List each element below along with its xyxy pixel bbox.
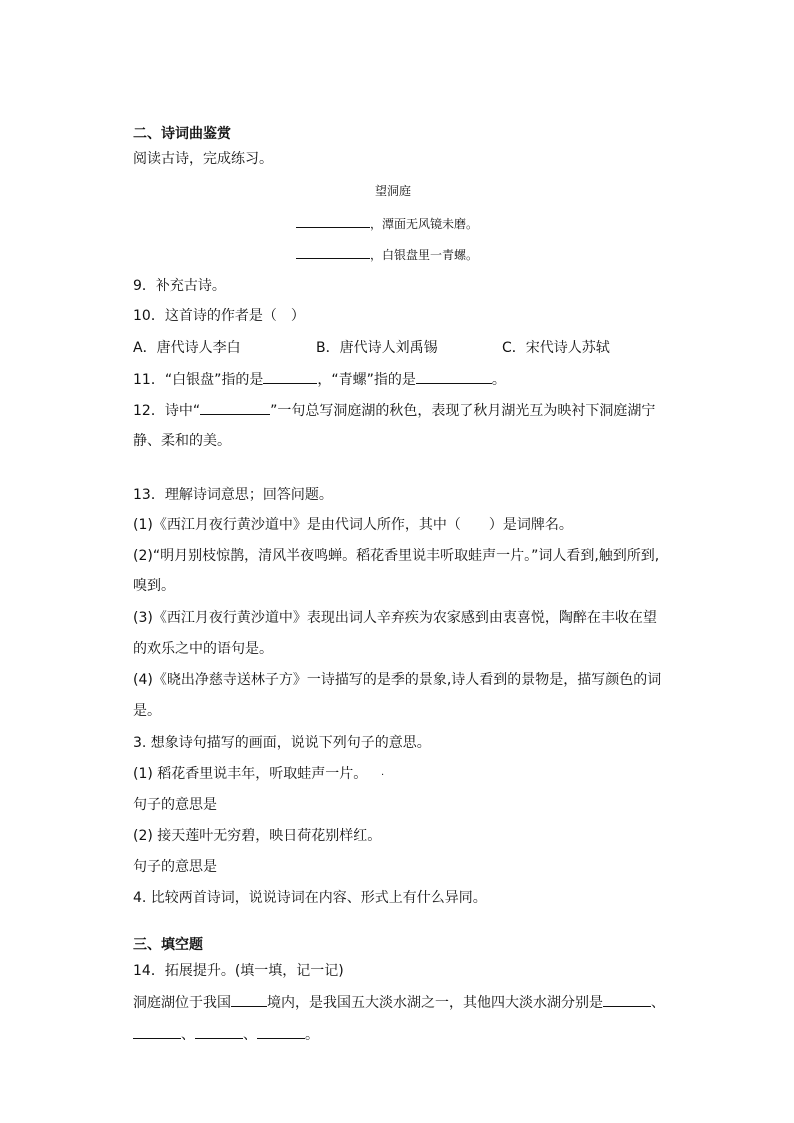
question-10: 10．这首诗的作者是（ ） (133, 308, 305, 324)
q10-option-a[interactable]: A．唐代诗人李白 (133, 340, 241, 356)
q13-sub-1: (1)《西江月夜行黄沙道中》是由代词人所作，其中（ ）是词牌名。 (133, 517, 573, 533)
question-11 (133, 370, 506, 389)
q12-text-2: ”一句总写洞庭湖的秋色，表现了秋月湖光互为映衬下洞庭湖宁 (270, 403, 656, 419)
q14-blank-lake-1[interactable] (603, 993, 651, 1007)
q10-option-b[interactable]: B．唐代诗人刘禹锡 (316, 340, 438, 356)
poem-blank-1[interactable] (296, 214, 370, 228)
q14-blank-lake-4[interactable] (257, 1025, 305, 1039)
q11-text-2: ，“青螺”指的是 (317, 372, 416, 388)
q12-blank[interactable] (200, 401, 270, 415)
q14-blank-lake-3[interactable] (195, 1025, 243, 1039)
q11-text-3: 。 (491, 372, 506, 388)
section-intro: 阅读古诗，完成练习。 (133, 151, 273, 167)
question-12-cont: 静、柔和的美。 (133, 433, 231, 449)
question-3: 3. 想象诗句描写的画面，说说下列句子的意思。 (133, 735, 431, 751)
question-12 (133, 401, 655, 420)
poem-blank-2[interactable] (296, 245, 370, 259)
q14-line-1 (133, 993, 665, 1012)
q12-text-1: 12．诗中“ (133, 403, 201, 419)
q13-sub-4: (4)《晓出净慈寺送林子方》一诗描写的是季的景象,诗人看到的景物是，描写颜色的词 (133, 672, 662, 688)
q3-sub-2: (2) 接天莲叶无穷碧，映日荷花别样红。 (133, 828, 382, 844)
poem-title: 望洞庭 (375, 184, 412, 198)
q14-text-2: 境内，是我国五大淡水湖之一，其他四大淡水湖分别是 (267, 995, 603, 1011)
q14-text-1: 洞庭湖位于我国 (133, 995, 231, 1011)
q13-sub-4-cont: 是。 (133, 703, 161, 719)
question-14: 14．拓展提升。(填一填，记一记) (133, 963, 344, 979)
poem-line-1 (296, 214, 478, 232)
stray-dot: . (381, 767, 385, 778)
q11-blank-2[interactable] (416, 370, 492, 384)
section-heading-poetry: 二、诗词曲鉴赏 (133, 126, 231, 142)
question-9: 9．补充古诗。 (133, 278, 226, 294)
q13-sub-2-cont: 嗅到。 (133, 578, 175, 594)
q11-text-1: 11．“白银盘”指的是 (133, 372, 264, 388)
q14-blank-lake-2[interactable] (133, 1025, 181, 1039)
question-4: 4. 比较两首诗词，说说诗词在内容、形式上有什么异同。 (133, 890, 487, 906)
poem-line-2 (296, 245, 478, 263)
q14-line-2 (133, 1025, 319, 1044)
q3-meaning-1: 句子的意思是 (133, 797, 217, 813)
q3-meaning-2: 句子的意思是 (133, 859, 217, 875)
q14-blank-province[interactable] (231, 993, 267, 1007)
q13-sub-3-cont: 的欢乐之中的语句是。 (133, 641, 273, 657)
q14-sep-3: 、 (243, 1027, 257, 1043)
question-13: 13．理解诗词意思；回答问题。 (133, 487, 333, 503)
q13-sub-2: (2)“明月别枝惊鹊，清风半夜鸣蝉。稻花香里说丰听取蛙声一片。”词人看到,触到所到, (133, 548, 660, 564)
poem-line-2-text: ，白银盘里一青螺。 (370, 248, 479, 262)
q10-option-c[interactable]: C．宋代诗人苏轼 (502, 340, 610, 356)
q13-sub-3: (3)《西江月夜行黄沙道中》表现出词人辛弃疾为农家感到由衷喜悦，陶醉在丰收在望 (133, 610, 657, 626)
q14-end: 。 (305, 1027, 319, 1043)
q11-blank-1[interactable] (263, 370, 317, 384)
poem-line-1-text: ，潭面无风镜未磨。 (370, 217, 479, 231)
q14-sep-1: 、 (651, 995, 665, 1011)
q3-sub-1: (1) 稻花香里说丰年，听取蛙声一片。 (133, 766, 368, 782)
section-heading-fill: 三、填空题 (133, 937, 203, 953)
q14-sep-2: 、 (181, 1027, 195, 1043)
